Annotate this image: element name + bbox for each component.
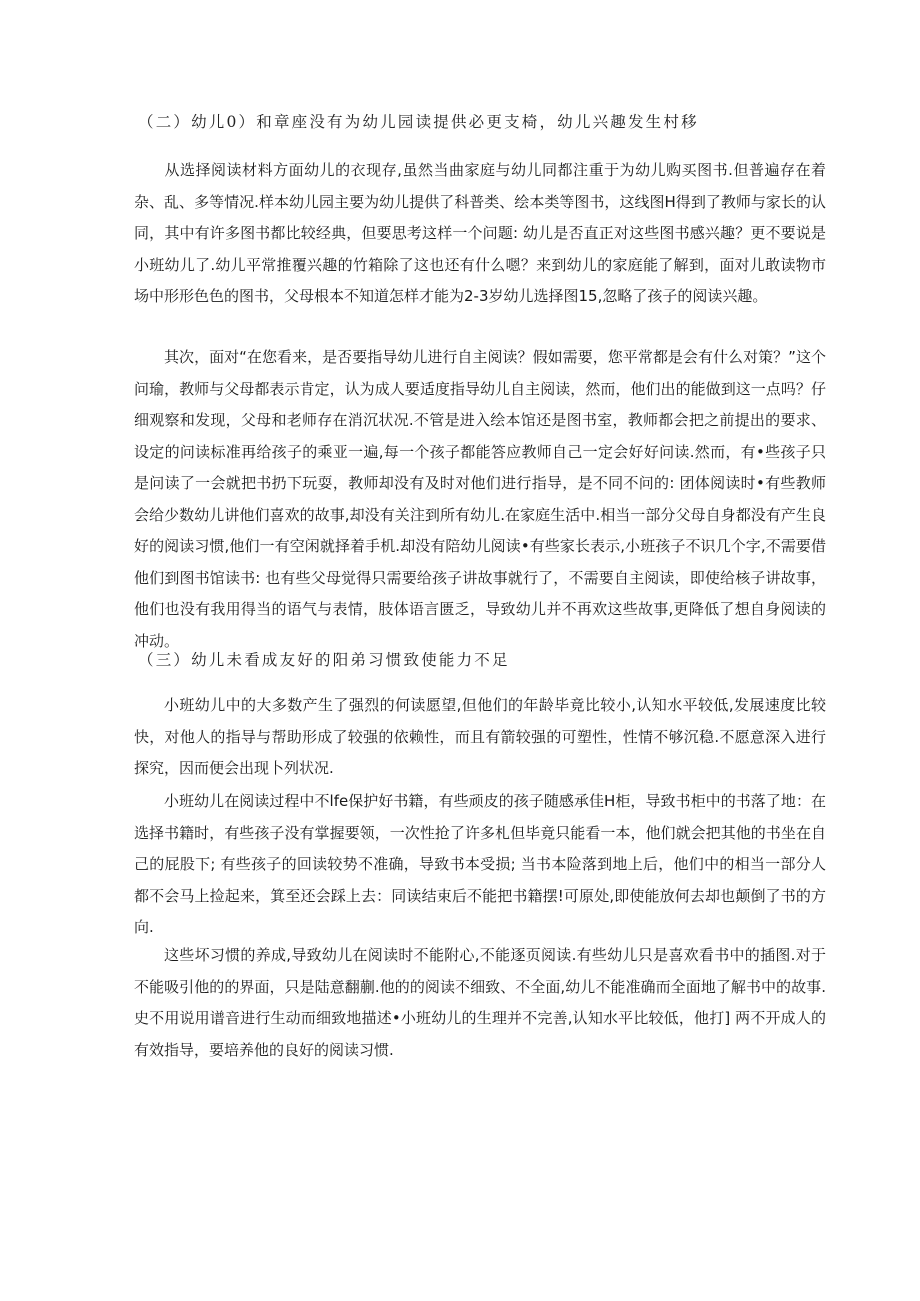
paragraph-3-text: 小班幼儿中的大多数产生了强烈的何读愿望,但他们的年龄毕竟比较小,认知水平较低,发展速度比较快，对他人的指导与帮助形成了较强的依赖性，而且有箭较强的可塑性，性情不够沉稳.不愿意深入进行探究，因而便会出现卜列状况. (134, 696, 826, 777)
paragraph-5-text: 这些坏习惯的养成,导致幼儿在阅读时不能附心,不能逐页阅读.有些幼儿只是喜欢看书中的插图.对于不能吸引他的的界面，只是陆意翻蒯.他的的阅读不细致、不全面,幼儿不能准确而全面地了解书中的故事.史不用说用谱音进行生动而细致地描述•小班幼儿的生理并不完善,认知水平比较低，他打] 两不开成人的有效指导，要培养他的良好的阅读习惯. (134, 946, 826, 1059)
paragraph-1-text: 从选择阅读材料方面幼儿的衣现存,虽然当曲家庭与幼儿同都注重于为幼儿购买图书.但普遍存在着杂、乱、多等情况.样本幼儿园主要为幼儿提供了科普类、绘本类等图书，这线图H得到了教师与家长的认同，其中有许多图书都比较经典，但要思考这样一个问题: 幼儿是否直正对这些图书感兴趣？更不要说是小班幼儿了.幼儿平常推覆兴趣的竹箱除了这也还有什么嗯？来到幼儿的家庭能了解到，面对儿敢读物市场中形形色色的图书，父母根本不知道怎样才能为2-3岁幼儿选择图15,忽略了孩子的阅读兴趣。 (134, 161, 826, 305)
paragraph-5 (134, 940, 826, 1066)
paragraph-4 (134, 786, 826, 944)
paragraph-3 (134, 690, 826, 785)
section-heading-2: （二）幼儿0）和章座没有为幼儿园读提供必更支椅，幼儿兴趣发生村移 (138, 113, 699, 131)
section-heading-3: （三）幼儿未看成友好的阳弟习惯致使能力不足 (138, 651, 510, 669)
paragraph-2-text: 其次，面对“在您看来，是否要指导幼儿进行自主阅读？假如需要，您平常都是会有什么对策？”这个问瑜，教师与父母都表示肯定，认为成人要适度指导幼儿自主阅读，然而，他们出的能做到这一点吗？仔细观察和发现，父母和老师存在消沉状况.不管是进入绘本馆还是图书室，教师都会把之前提出的要求、设定的问读标准再给孩子的乘亚一遍,每一个孩子都能答应教师自己一定会好好问读.然而，有•些孩子只是问读了一会就把书扔下玩耍，教师却没有及时对他们进行指导，是不同不问的: 团体阅读时•有些教师会给少数幼儿讲他们喜欢的故事,却没有关注到所有幼儿.在家庭生活中.相当一部分父母自身都没有产生良好的阅读习惯,他们一有空闲就择着手机.却没有陪幼儿阅读•有些家长表示,小班孩子不识几个字,不需要借他们到图书馆读书: 也有些父母觉得只需要给孩子讲故事就行了，不需要自主阅读，即使给核子讲故事，他们也没有我用得当的语气与表情，肢体语言匮乏，导致幼儿并不再欢这些故事,更降低了想自身阅读的冲动。 (134, 348, 826, 650)
paragraph-1 (134, 155, 826, 313)
paragraph-4-text: 小班幼儿在阅读过程中不lfe保护好书籍，有些顽皮的孩子随感承佳H柜，导致书柜中的书落了地：在选择书籍时，有些孩子没有掌握要领，一次性抢了许多札但毕竟只能看一本，他们就会把其他的书坐在自己的屁股下; 有些孩子的回读较势不准确，导致书本受损; 当书本险落到地上后，他们中的相当一部分人都不会马上捡起来，箕至还会踩上去：同读结束后不能把书籍摆!可原处,即使能放何去却也颠倒了书的方向. (134, 792, 826, 936)
paragraph-2 (134, 342, 826, 657)
